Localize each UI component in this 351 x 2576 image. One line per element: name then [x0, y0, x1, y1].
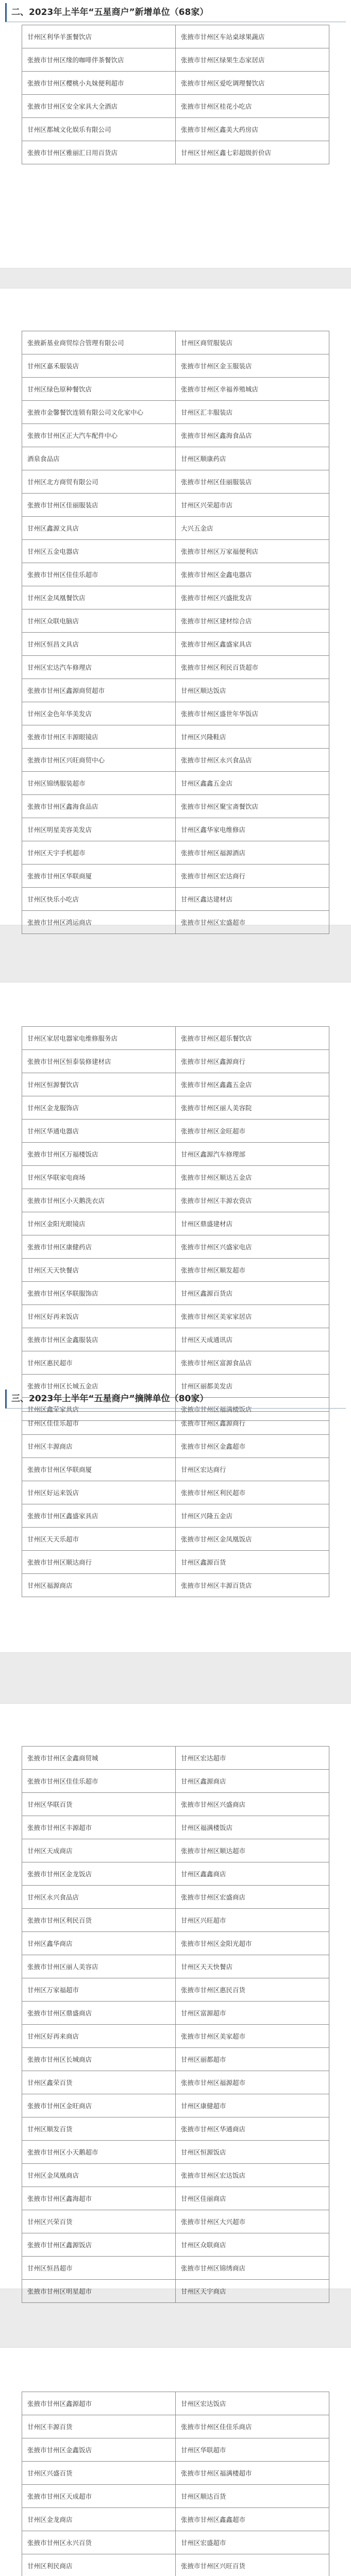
business-name-cell: 张掖市甘州区幸福养殖城店	[176, 378, 329, 401]
business-name-cell: 张掖市甘州区安全家具大全酒店	[22, 95, 176, 118]
business-name-cell: 张掖市甘州区美家超市	[176, 2025, 329, 2048]
table-row	[22, 2071, 329, 2094]
business-name-cell: 甘州区丽都超市	[176, 2048, 329, 2071]
business-name-cell: 甘州区兴隆五金店	[176, 1504, 329, 1528]
table-row	[22, 1747, 329, 1770]
business-name-cell: 甘州区宏达商行	[176, 1458, 329, 1481]
business-name-cell: 甘州区宏达饭店	[176, 2392, 329, 2415]
table-row	[22, 1259, 329, 1282]
business-name-cell: 张掖市甘州区绿果生态家居店	[176, 48, 329, 72]
business-name-cell: 甘州区嘉禾服装店	[22, 354, 176, 378]
business-name-cell: 张掖市甘州区丰源百货店	[176, 1574, 329, 1597]
table-row	[22, 2438, 329, 2462]
business-name-cell: 张掖市甘州区鑫鑫五金店	[176, 1073, 329, 1096]
table-row	[22, 702, 329, 725]
business-name-cell: 甘州区万家福超市	[22, 1978, 176, 2002]
business-name-cell: 张掖市甘州区兴盛家电店	[176, 1235, 329, 1259]
table-row	[22, 1073, 329, 1096]
business-name-cell: 甘州区金龙服饰店	[22, 1096, 176, 1120]
table-row	[22, 424, 329, 447]
business-name-cell: 甘州区鑫源百货店	[176, 1282, 329, 1305]
business-name-cell: 张掖市甘州区金鑫服装店	[22, 1328, 176, 1351]
business-name-cell: 张掖市甘州区美家家居店	[176, 1305, 329, 1328]
document-page-5	[0, 2348, 351, 2576]
business-name-cell: 张掖市甘州区华联商厦	[22, 1458, 176, 1481]
business-name-cell: 甘州区兴荣百货	[22, 2210, 176, 2233]
document-page-2	[0, 289, 351, 925]
business-name-cell: 甘州区兴隆鞋店	[176, 725, 329, 749]
table-row	[22, 95, 329, 118]
business-name-cell: 甘州区佳佳乐超市	[22, 1412, 176, 1435]
business-name-cell: 张掖市甘州区爱吃调理餐饮店	[176, 72, 329, 95]
business-name-cell: 甘州区天成商店	[22, 1839, 176, 1862]
table-row	[22, 2141, 329, 2164]
business-name-cell: 张掖市甘州区宏达商行	[176, 865, 329, 888]
business-name-cell: 甘州区众联商店	[176, 2233, 329, 2257]
table-row	[22, 1305, 329, 1328]
business-name-cell: 张掖市甘州区鑫源商行	[176, 1412, 329, 1435]
business-name-cell: 甘州区鑫鑫五金店	[176, 772, 329, 795]
table-row	[22, 2485, 329, 2508]
table-row	[22, 494, 329, 517]
business-name-cell: 张掖市甘州区鑫盛家具店	[22, 1504, 176, 1528]
business-name-cell: 甘州区金龙商店	[22, 2508, 176, 2531]
business-name-cell: 张掖市甘州区富源食品店	[176, 1351, 329, 1375]
table-row	[22, 1328, 329, 1351]
removed-units-table-part-3	[22, 2392, 329, 2576]
table-row	[22, 656, 329, 679]
table-row	[22, 2210, 329, 2233]
business-name-cell: 张掖市甘州区佳佳乐商店	[176, 2415, 329, 2438]
business-name-cell: 张掖市金馨餐饮连锁有限公司文化家中心	[22, 401, 176, 424]
business-name-cell: 甘州区明星美容美发店	[22, 818, 176, 841]
business-name-cell: 张掖市甘州区雅丽汇日用百货店	[22, 141, 176, 164]
table-row	[22, 48, 329, 72]
business-name-cell: 甘州区兴盛百货	[22, 2462, 176, 2485]
table-row	[22, 1955, 329, 1978]
business-name-cell: 甘州区商贸服装店	[176, 331, 329, 354]
new-units-table-part-1	[22, 25, 329, 164]
new-units-table-part-2	[22, 331, 329, 934]
business-name-cell: 张掖市甘州区小天鹅超市	[22, 2141, 176, 2164]
business-name-cell: 甘州区好再来商店	[22, 2025, 176, 2048]
business-name-cell: 甘州区甘州区鑫七彩超级折价店	[176, 141, 329, 164]
business-name-cell: 张掖市甘州区天成超市	[22, 2485, 176, 2508]
table-row	[22, 1862, 329, 1886]
business-name-cell: 张掖市甘州区鑫海食品店	[176, 424, 329, 447]
business-name-cell: 大兴五金店	[176, 517, 329, 540]
business-name-cell: 张掖市甘州区鑫美大药房店	[176, 118, 329, 141]
table-row	[22, 1166, 329, 1189]
business-name-cell: 张掖市甘州区聚宝斋餐饮店	[176, 795, 329, 818]
business-name-cell: 张掖市甘州区顺发超市	[176, 1259, 329, 1282]
business-name-cell: 张掖市甘州区金玉服装店	[176, 354, 329, 378]
business-name-cell: 甘州区鑫鑫商店	[176, 1862, 329, 1886]
business-name-cell: 张掖市甘州区福满楼超市	[176, 2462, 329, 2485]
table-row	[22, 749, 329, 772]
business-name-cell: 甘州区兴旺超市	[176, 1909, 329, 1932]
table-row	[22, 72, 329, 95]
business-name-cell: 甘州区康健超市	[176, 2094, 329, 2117]
business-name-cell: 张掖市甘州区宏盛商店	[176, 1886, 329, 1909]
business-name-cell: 甘州区兴荣超市店	[176, 494, 329, 517]
table-row	[22, 118, 329, 141]
business-name-cell: 甘州区好运来饭店	[22, 1481, 176, 1504]
table-row	[22, 563, 329, 586]
business-name-cell: 张掖市甘州区大兴超市	[176, 2210, 329, 2233]
business-name-cell: 甘州区恒昌文具店	[22, 633, 176, 656]
business-name-cell: 张掖市甘州区丰源眼镜店	[22, 725, 176, 749]
business-name-cell: 张掖市甘州区丰源农资店	[176, 1189, 329, 1212]
business-name-cell: 张掖市甘州区鑫海食品店	[22, 795, 176, 818]
business-name-cell: 张掖新基业商贸综合管理有限公司	[22, 331, 176, 354]
table-row	[22, 2164, 329, 2187]
business-name-cell: 甘州区鑫源文具店	[22, 517, 176, 540]
table-row	[22, 2187, 329, 2210]
business-name-cell: 张掖市甘州区长城五金店	[22, 1375, 176, 1398]
table-row	[22, 911, 329, 934]
table-row	[22, 1351, 329, 1375]
business-name-cell: 张掖市甘州区鑫源饭店	[22, 2233, 176, 2257]
business-name-cell: 甘州区鑫达建材店	[176, 888, 329, 911]
business-name-cell: 张掖市甘州区丽人美容店	[22, 1955, 176, 1978]
table-row	[22, 1189, 329, 1212]
business-name-cell: 甘州区天成通讯店	[176, 1328, 329, 1351]
business-name-cell: 甘州区金色年华美发店	[22, 702, 176, 725]
business-name-cell: 甘州区鑫源商店	[176, 1770, 329, 1793]
business-name-cell: 张掖市甘州区福满楼饭店	[176, 1398, 329, 1421]
business-name-cell: 甘州区华联超市	[176, 2438, 329, 2462]
table-row	[22, 1551, 329, 1574]
business-name-cell: 张掖市甘州区鑫源商行	[176, 1050, 329, 1073]
table-row	[22, 401, 329, 424]
table-row	[22, 2415, 329, 2438]
business-name-cell: 张掖市甘州区金凤凰饭店	[176, 1528, 329, 1551]
business-name-cell: 甘州区恒源饭店	[176, 2141, 329, 2164]
table-row	[22, 1212, 329, 1235]
business-name-cell: 甘州区利华羊蛋餐饮店	[22, 25, 176, 48]
table-row	[22, 609, 329, 633]
business-name-cell: 张掖市甘州区锦绣商店	[176, 2257, 329, 2280]
business-name-cell: 酒泉食品店	[22, 447, 176, 470]
table-row	[22, 1932, 329, 1955]
business-name-cell: 张掖市甘州区康健药店	[22, 1235, 176, 1259]
business-name-cell: 张掖市甘州区金旺商店	[22, 2094, 176, 2117]
table-row	[22, 2257, 329, 2280]
business-name-cell: 甘州区快乐小吃店	[22, 888, 176, 911]
business-name-cell: 甘州区家居电器家电维修服务店	[22, 1027, 176, 1050]
business-name-cell: 张掖市甘州区金鑫商贸城	[22, 1747, 176, 1770]
business-name-cell: 张掖市甘州区超乐餐饮店	[176, 1027, 329, 1050]
business-name-cell: 甘州区鑫源百货	[176, 1551, 329, 1574]
business-name-cell: 张掖市甘州区兴盛批发店	[176, 586, 329, 609]
business-name-cell: 张掖市甘州区金阳光超市	[176, 1932, 329, 1955]
table-row	[22, 1282, 329, 1305]
table-row	[22, 888, 329, 911]
business-name-cell: 张掖市甘州区兴旺商贸中心	[22, 749, 176, 772]
business-name-cell: 甘州区福源商店	[22, 1574, 176, 1597]
business-name-cell: 张掖市甘州区小天鹅洗衣店	[22, 1189, 176, 1212]
table-row	[22, 1574, 329, 1597]
business-name-cell: 甘州区金凤凰餐饮店	[22, 586, 176, 609]
business-name-cell: 张掖市甘州区鑫盛家具店	[176, 633, 329, 656]
business-name-cell: 张掖市甘州区鑫海超市	[22, 2187, 176, 2210]
business-name-cell: 张掖市甘州区万家福便利店	[176, 540, 329, 563]
table-row	[22, 841, 329, 865]
table-row	[22, 679, 329, 702]
removed-units-table-part-2	[22, 1746, 329, 2303]
business-name-cell: 张掖市甘州区鑫鑫超市	[176, 2508, 329, 2531]
business-name-cell: 甘州区众联电脑店	[22, 609, 176, 633]
table-row	[22, 331, 329, 354]
business-name-cell: 甘州区鑫源汽车修理部	[176, 1143, 329, 1166]
business-name-cell: 甘州区金阳光眼镜店	[22, 1212, 176, 1235]
business-name-cell: 甘州区顺发百货	[22, 2117, 176, 2141]
business-name-cell: 甘州区鑫荣家具店	[22, 1398, 176, 1421]
table-row	[22, 2554, 329, 2576]
business-name-cell: 张掖市甘州区金鑫超市	[176, 1435, 329, 1458]
business-name-cell: 甘州区福满楼饭店	[176, 1816, 329, 1839]
business-name-cell: 甘州区天天快餐店	[22, 1259, 176, 1282]
business-name-cell: 张掖市甘州区利民百货超市	[176, 656, 329, 679]
business-name-cell: 张掖市甘州区顺达五金店	[176, 1166, 329, 1189]
table-row	[22, 447, 329, 470]
table-row	[22, 1770, 329, 1793]
business-name-cell: 甘州区天天乐超市	[22, 1528, 176, 1551]
business-name-cell: 甘州区丽都美发店	[176, 1375, 329, 1398]
table-row	[22, 2531, 329, 2554]
table-row	[22, 633, 329, 656]
document-page-4	[0, 1704, 351, 2295]
business-name-cell: 甘州区宏盛超市	[176, 2531, 329, 2554]
business-name-cell: 张掖市甘州区佳丽服装店	[176, 470, 329, 494]
table-row	[22, 1481, 329, 1504]
business-name-cell: 张掖市甘州区金龙饭店	[22, 1862, 176, 1886]
business-name-cell: 张掖市甘州区兴旺百货	[176, 2554, 329, 2576]
business-name-cell: 张掖市甘州区宏盛超市	[176, 911, 329, 934]
business-name-cell: 甘州区锦绣服装超市	[22, 772, 176, 795]
table-row	[22, 1793, 329, 1816]
document-page-3	[0, 982, 351, 1652]
business-name-cell: 甘州区宏达汽车修理店	[22, 656, 176, 679]
table-row	[22, 1412, 329, 1435]
business-name-cell: 张掖市甘州区万福楼饭店	[22, 1143, 176, 1166]
table-row	[22, 2048, 329, 2071]
table-row	[22, 2508, 329, 2531]
table-row	[22, 2233, 329, 2257]
business-name-cell: 张掖市甘州区惠民百货	[176, 1978, 329, 2002]
business-name-cell: 张掖市甘州区金旺超市	[176, 1120, 329, 1143]
business-name-cell: 甘州区顺达百货	[176, 2485, 329, 2508]
table-row	[22, 1050, 329, 1073]
table-row	[22, 1909, 329, 1932]
table-row	[22, 1816, 329, 1839]
table-row	[22, 795, 329, 818]
table-row	[22, 517, 329, 540]
table-row	[22, 1235, 329, 1259]
business-name-cell: 甘州区汇丰服装店	[176, 401, 329, 424]
table-row	[22, 1143, 329, 1166]
removed-units-table-part-1	[22, 1411, 329, 1597]
business-name-cell: 甘州区顺达饭店	[176, 679, 329, 702]
table-row	[22, 540, 329, 563]
business-name-cell: 甘州区天宇手机超市	[22, 841, 176, 865]
business-name-cell: 张掖市甘州区宏达饭店	[176, 2164, 329, 2187]
table-row	[22, 2117, 329, 2141]
business-name-cell: 甘州区利民商店	[22, 2554, 176, 2576]
table-row	[22, 2462, 329, 2485]
business-name-cell: 张掖市甘州区鑫源商贸超市	[22, 679, 176, 702]
table-row	[22, 1504, 329, 1528]
business-name-cell: 张掖市甘州区桂花小吃店	[176, 95, 329, 118]
business-name-cell: 甘州区都城文化娱乐有限公司	[22, 118, 176, 141]
table-row	[22, 1839, 329, 1862]
business-name-cell: 张掖市甘州区利民超市	[176, 1481, 329, 1504]
business-name-cell: 张掖市甘州区正大汽车配件中心	[22, 424, 176, 447]
table-row	[22, 25, 329, 48]
business-name-cell: 甘州区鼎盛建材店	[176, 1212, 329, 1235]
business-name-cell: 甘州区恒昌超市	[22, 2257, 176, 2280]
business-name-cell: 张掖市甘州区顺达超市	[176, 1839, 329, 1862]
table-row	[22, 818, 329, 841]
business-name-cell: 张掖市甘州区车站桌球果蔬店	[176, 25, 329, 48]
business-name-cell: 张掖市甘州区鑫源超市	[22, 2392, 176, 2415]
business-name-cell: 甘州区鑫荣百货	[22, 2071, 176, 2094]
business-name-cell: 张掖市甘州区佳佳乐超市	[22, 563, 176, 586]
business-name-cell: 甘州区佳丽商店	[176, 2187, 329, 2210]
table-row	[22, 470, 329, 494]
business-name-cell: 甘州区好再来饭店	[22, 1305, 176, 1328]
table-row	[22, 865, 329, 888]
business-name-cell: 张掖市甘州区利民百货	[22, 1909, 176, 1932]
business-name-cell: 甘州区富源超市	[176, 2002, 329, 2025]
business-name-cell: 甘州区顺康药店	[176, 447, 329, 470]
new-units-table-part-3	[22, 1026, 329, 1421]
table-row	[22, 772, 329, 795]
business-name-cell: 张掖市甘州区丰源超市	[22, 1816, 176, 1839]
business-name-cell: 张掖市甘州区金鑫电器店	[176, 563, 329, 586]
business-name-cell: 张掖市甘州区樱桃小丸妹便利超市	[22, 72, 176, 95]
business-name-cell: 甘州区永兴食品店	[22, 1886, 176, 1909]
business-name-cell: 甘州区金凤凰商店	[22, 2164, 176, 2187]
business-name-cell: 甘州区天天快餐店	[176, 1955, 329, 1978]
table-row	[22, 141, 329, 164]
business-name-cell: 张掖市甘州区明星超市	[22, 2280, 176, 2303]
business-name-cell: 甘州区恒源餐饮店	[22, 1073, 176, 1096]
table-row	[22, 1978, 329, 2002]
business-name-cell: 张掖市甘州区华通商店	[176, 2117, 329, 2141]
business-name-cell: 张掖市甘州区兴盛商店	[176, 1793, 329, 1816]
document-page-1	[0, 0, 351, 268]
business-name-cell: 张掖市甘州区长城商店	[22, 2048, 176, 2071]
business-name-cell: 张掖市甘州区永兴食品店	[176, 749, 329, 772]
business-name-cell: 甘州区鑫华家电维修店	[176, 818, 329, 841]
business-name-cell: 张掖市甘州区鼎盛商店	[22, 2002, 176, 2025]
business-name-cell: 张掖市甘州区永兴百货	[22, 2531, 176, 2554]
table-row	[22, 1120, 329, 1143]
table-row	[22, 2392, 329, 2415]
table-row	[22, 1096, 329, 1120]
business-name-cell: 甘州区惠民超市	[22, 1351, 176, 1375]
business-name-cell: 张掖市甘州区丽人美容院	[176, 1096, 329, 1120]
business-name-cell: 张掖市甘州区恒泰装修建材店	[22, 1050, 176, 1073]
table-row	[22, 1528, 329, 1551]
table-row	[22, 2002, 329, 2025]
table-row	[22, 725, 329, 749]
table-row	[22, 1886, 329, 1909]
business-name-cell: 甘州区宏达超市	[176, 1747, 329, 1770]
business-name-cell: 张掖市甘州区佳佳乐超市	[22, 1770, 176, 1793]
business-name-cell: 甘州区绿色原种餐饮店	[22, 378, 176, 401]
business-name-cell: 张掖市甘州区顺达商行	[22, 1551, 176, 1574]
business-name-cell: 张掖市甘州区建材综合店	[176, 609, 329, 633]
business-name-cell: 张掖市甘州区福源超市	[176, 2071, 329, 2094]
table-row	[22, 2280, 329, 2303]
business-name-cell: 张掖市甘州区福源酒店	[176, 841, 329, 865]
table-row	[22, 1435, 329, 1458]
business-name-cell: 甘州区丰源百货	[22, 2415, 176, 2438]
business-name-cell: 甘州区五金电器店	[22, 540, 176, 563]
business-name-cell: 甘州区北方商贸有限公司	[22, 470, 176, 494]
business-name-cell: 甘州区华联百货	[22, 1793, 176, 1816]
business-name-cell: 张掖市甘州区金鑫饭店	[22, 2438, 176, 2462]
business-name-cell: 甘州区丰源商店	[22, 1435, 176, 1458]
table-row	[22, 2025, 329, 2048]
table-row	[22, 586, 329, 609]
business-name-cell: 张掖市甘州区华联商厦	[22, 865, 176, 888]
business-name-cell: 甘州区华通电器店	[22, 1120, 176, 1143]
business-name-cell: 张掖市甘州区佳丽服装店	[22, 494, 176, 517]
business-name-cell: 张掖市甘州区鸿运商店	[22, 911, 176, 934]
table-row	[22, 354, 329, 378]
table-row	[22, 1458, 329, 1481]
section-heading-removed-units: 三、2023年上半年“五星商户”摘牌单位（80家）	[5, 1389, 346, 1409]
business-name-cell: 张掖市甘州区盛世年华饭店	[176, 702, 329, 725]
table-row	[22, 2094, 329, 2117]
business-name-cell: 张掖市甘州区华联服饰店	[22, 1282, 176, 1305]
table-row	[22, 378, 329, 401]
table-row	[22, 1027, 329, 1050]
business-name-cell: 甘州区鑫华商店	[22, 1932, 176, 1955]
business-name-cell: 张掖市甘州区缘的咖啡伴茶餐饮店	[22, 48, 176, 72]
section-heading-new-units: 二、2023年上半年“五星商户”新增单位（68家）	[5, 3, 346, 22]
business-name-cell: 甘州区天宇商店	[176, 2280, 329, 2303]
business-name-cell: 甘州区华联家电商场	[22, 1166, 176, 1189]
